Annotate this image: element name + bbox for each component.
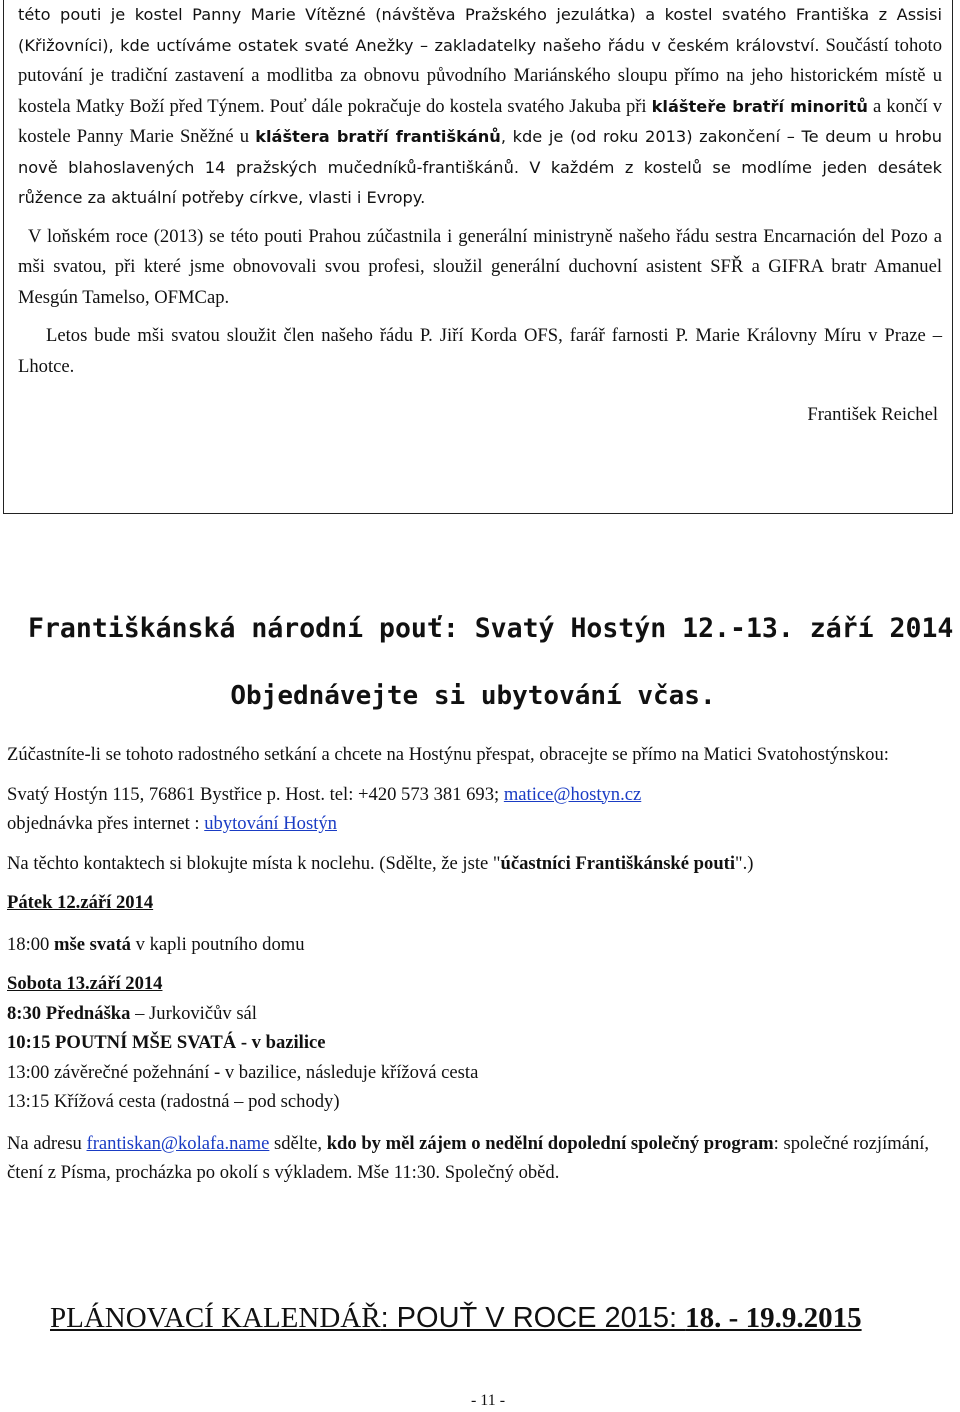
intro-text: Zúčastníte-li se tohoto radostného setkání a chcete na Hostýnu přespat, obracejte se přímo na Matici Svatohostýnskou:	[7, 744, 889, 765]
order-text: objednávka přes internet :	[7, 813, 205, 834]
note-text-end: ".)	[735, 852, 754, 874]
text-segment: Součástí tohoto putování je tradiční zastavení a modlitba za obnovu původního Mariánského sloupu přímo na jeho historickém místě u kostela Matky Boží před Týnem.	[18, 34, 942, 117]
accommodation-subheading: Objednávejte si ubytování včas.	[230, 681, 716, 711]
accommodation-link[interactable]: ubytování Hostýn	[204, 813, 337, 834]
pilgrimage-paragraph	[18, 0, 942, 214]
event-details	[7, 740, 947, 1188]
program-text: : společné rozjímání, čtení z Písma, procházka po okolí s výkladem. Mše 11:30. Společný oběd.	[7, 1132, 930, 1183]
saturday-item-blessing: 13:00 závěrečné požehnání - v bazilice, následuje křížová cesta	[7, 1061, 479, 1083]
friday-title: Pátek 12.září 2014	[7, 892, 154, 913]
email-link-matice[interactable]: matice@hostyn.cz	[503, 783, 642, 805]
plan-label: PLÁNOVACÍ KALENDÁŘ	[50, 1302, 381, 1334]
page-number: - 11 -	[470, 1392, 506, 1409]
last-year-paragraph: V loňském roce (2013) se této pouti Prahou zúčastnila i generální ministryně našeho řádu sestra Encarnación del Pozo a mši svatou, při které jsme obnovovali svou profesi, sloužil generální duchovní asistent SFŘ a GIFRA bratr Amanuel Mesgún Tamelso, OFMCap.	[18, 225, 942, 308]
saturday-title: Sobota 13.září 2014	[7, 973, 163, 994]
program-text: sdělte,	[269, 1132, 327, 1154]
item-rest: v kapli poutního domu	[130, 933, 305, 955]
contact-line	[7, 780, 947, 810]
text-segment: , kde je (od roku 2013) zakončení – Te deum u hrobu nově blahoslavených 14 pražských mučedníků-františkánů. V každém z kostelů se modlíme jeden desátek růžence za aktuální potřeby církve, vlasti i Evropy.	[18, 127, 943, 207]
plan-text: : POUŤ V ROCE 2015:	[380, 1302, 686, 1334]
note-text: Na těchto kontaktech si blokujte místa k noclehu. (Sdělte, že jste "	[7, 852, 501, 874]
booking-note	[7, 849, 947, 879]
article-box	[3, 0, 953, 514]
program-paragraph	[7, 1129, 947, 1188]
text-segment: a končí v kostele Panny Marie Sněžné u	[18, 95, 942, 147]
saturday-item-lecture	[7, 999, 947, 1029]
planning-calendar	[50, 1302, 862, 1335]
bold-segment: klášteře bratří minoritů	[651, 96, 868, 116]
text-segment: této pouti je kostel Panny Marie Vítězné (návštěva Pražského jezulátka) a kostel svatého Františka z Assisi (Křižovníci), kde uctíváme ostatek svaté Anežky – zakladatelky našeho řádu v českém království.	[18, 5, 942, 55]
item-time: 18:00	[7, 933, 55, 955]
saturday-item-mass: 10:15 POUTNÍ MŠE SVATÁ - v bazilice	[7, 1032, 326, 1053]
program-text: Na adresu	[7, 1132, 87, 1154]
plan-dates: 18. - 19.9.2015	[685, 1302, 862, 1334]
saturday-item-way-of-cross: 13:15 Křížová cesta (radostná – pod schody)	[7, 1091, 340, 1112]
item-bold: mše svatá	[54, 933, 131, 955]
item-bold: 8:30 Přednáška	[7, 1002, 131, 1024]
email-link-frantiskan[interactable]: frantiskan@kolafa.name	[86, 1132, 270, 1154]
event-heading: Františkánská národní pouť: Svatý Hostýn 12.-13. září 2014	[28, 613, 954, 644]
signature: František Reichel	[807, 404, 938, 425]
item-rest: – Jurkovičův sál	[130, 1002, 257, 1024]
friday-item	[7, 930, 947, 960]
contact-address: Svatý Hostýn 115, 76861 Bystřice p. Host. tel: +420 573 381 693;	[7, 783, 504, 805]
order-line	[7, 809, 947, 839]
bold-segment: kláštera bratří františkánů	[255, 127, 501, 146]
note-bold: účastníci Františkánské pouti	[500, 852, 736, 874]
text-segment: Pouť dále pokračuje do kostela svatého Jakuba při	[264, 95, 652, 117]
program-bold: kdo by měl zájem o nedělní dopolední společný program	[326, 1132, 774, 1154]
this-year-paragraph: Letos bude mši svatou sloužit člen našeho řádu P. Jiří Korda OFS, farář farnosti P. Marie Královny Míru v Praze – Lhotce.	[18, 325, 942, 377]
